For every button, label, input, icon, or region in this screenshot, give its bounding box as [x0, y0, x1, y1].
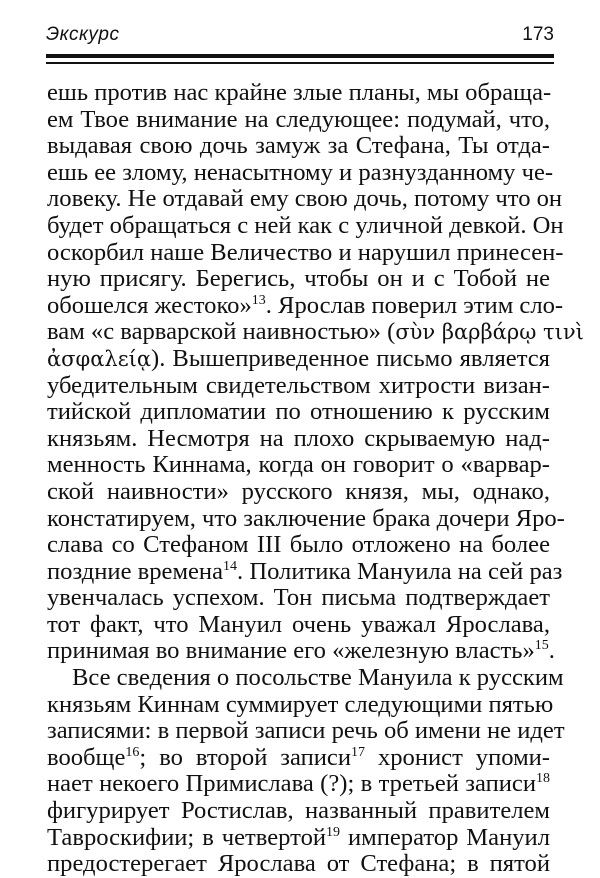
- footnote-marker: 17: [351, 744, 366, 760]
- text-line: [47, 266, 550, 293]
- text-segment: ). Вышеприведенное письмо является: [151, 344, 550, 372]
- text-segment: . Ярослав поверил этим сло-: [265, 291, 564, 319]
- text-segment: князьям Киннам суммирует следующими пятью: [47, 690, 554, 718]
- text-line: [47, 158, 554, 187]
- text-segment: оскорбил наше Величество и нарушил принесен-: [47, 238, 564, 266]
- text-segment: Тавроскифии; в четвертой: [47, 823, 327, 851]
- header-rule-thick: [46, 54, 554, 58]
- text-line: [47, 452, 550, 479]
- text-segment: предостерегает Ярослава от Стефана; в пятой: [47, 850, 550, 878]
- text-line: [47, 637, 555, 665]
- text-line: [47, 771, 550, 798]
- text-line: [47, 717, 565, 745]
- text-segment: ской наивности» русского князя, мы, однако,: [47, 477, 550, 505]
- text-segment: выдавая свою дочь замуж за Стефана, Ты отда-: [47, 132, 550, 160]
- text-line: [47, 532, 550, 559]
- text-segment: увенчалась успехом. Тон письма подтверждает: [47, 584, 550, 612]
- text-line: [47, 825, 550, 852]
- text-segment: убедительным свидетельством хитрости визан-: [47, 371, 550, 399]
- footnote-marker: 15: [534, 638, 549, 654]
- text-line: [47, 399, 550, 426]
- text-segment: император Мануил: [340, 823, 550, 851]
- greek-quote: ἀσφαλείᾳ: [47, 346, 152, 371]
- text-segment: тот факт, что Мануил очень уважал Ярослава,: [47, 610, 550, 638]
- text-line: [47, 291, 564, 320]
- text-segment: тийской дипломатии по отношению к русским: [47, 398, 550, 426]
- text-line: [47, 80, 550, 107]
- text-segment: поздние времена: [47, 557, 224, 585]
- text-segment: слава со Стефаном III было отложено на более: [47, 531, 550, 559]
- text-line: [47, 504, 565, 533]
- text-line: [47, 185, 563, 213]
- text-line: [47, 585, 550, 612]
- text-line: [47, 851, 550, 878]
- text-segment: Все сведения о посольстве Мануила к русским: [72, 664, 564, 692]
- text-line: [47, 690, 554, 719]
- text-segment: . Политика Мануила на сей раз: [237, 557, 563, 585]
- text-segment: ешь ее злому, ненасытному и разнузданному че-: [47, 158, 554, 186]
- text-line: [47, 479, 550, 506]
- text-line: [47, 557, 563, 586]
- text-segment: вам «с варварской наивностью» (: [47, 318, 396, 346]
- text-line: [47, 426, 550, 453]
- text-segment: записями: в первой записи речь об имени не идет: [47, 717, 565, 745]
- text-line: [47, 238, 564, 267]
- text-segment: будет обращаться с ней как с уличной девкой. Он: [47, 211, 564, 239]
- greek-quote: σὺν βαρβάρῳ τινὶ: [395, 320, 584, 345]
- text-segment: нает некоего Примислава (?); в третьей записи: [47, 770, 536, 798]
- text-segment: обошелся жестоко»: [47, 291, 252, 319]
- text-line: [47, 612, 550, 639]
- running-header: [46, 24, 554, 52]
- text-segment: констатируем, что заключение брака дочери Яро-: [47, 504, 565, 532]
- text-line: [47, 798, 550, 825]
- text-line: [47, 107, 550, 134]
- header-rule-thin: [46, 62, 554, 64]
- text-segment: ную присягу. Берегись, чтобы он и с Тобой не: [47, 265, 550, 293]
- text-segment: менность Киннама, когда он говорит о «варвар-: [47, 451, 550, 479]
- text-line: [47, 211, 564, 240]
- text-line: [47, 318, 584, 346]
- body-text: [47, 79, 584, 878]
- text-segment: вообще: [47, 743, 126, 771]
- text-segment: ешь против нас крайне злые планы, мы обраща-: [47, 79, 552, 106]
- text-line: [47, 664, 564, 692]
- running-title: Экскурс: [46, 24, 120, 45]
- text-segment: ловеку. Не отдавай ему свою дочь, потому что он: [47, 185, 563, 213]
- text-segment: .: [548, 637, 555, 665]
- footnote-marker: 16: [125, 744, 140, 760]
- text-segment: принимая во внимание его «железную власть»: [47, 637, 535, 665]
- text-segment: ; во второй записи: [139, 743, 352, 771]
- text-segment: фигурирует Ростислав, названный правителем: [47, 797, 550, 825]
- page-number: 173: [522, 24, 554, 45]
- text-line: [47, 133, 550, 160]
- text-line: [47, 346, 550, 373]
- footnote-marker: 13: [251, 292, 266, 308]
- footnote-marker: 18: [536, 771, 550, 787]
- text-line: [47, 373, 550, 400]
- footnote-marker: 19: [326, 824, 341, 840]
- text-line: [47, 745, 550, 772]
- text-segment: ем Твое внимание на следующее: подумай, что,: [47, 105, 550, 133]
- text-segment: князьям. Несмотря на плохо скрываемую над-: [47, 424, 550, 452]
- text-segment: хронист упоми-: [365, 743, 550, 771]
- footnote-marker: 14: [223, 558, 238, 574]
